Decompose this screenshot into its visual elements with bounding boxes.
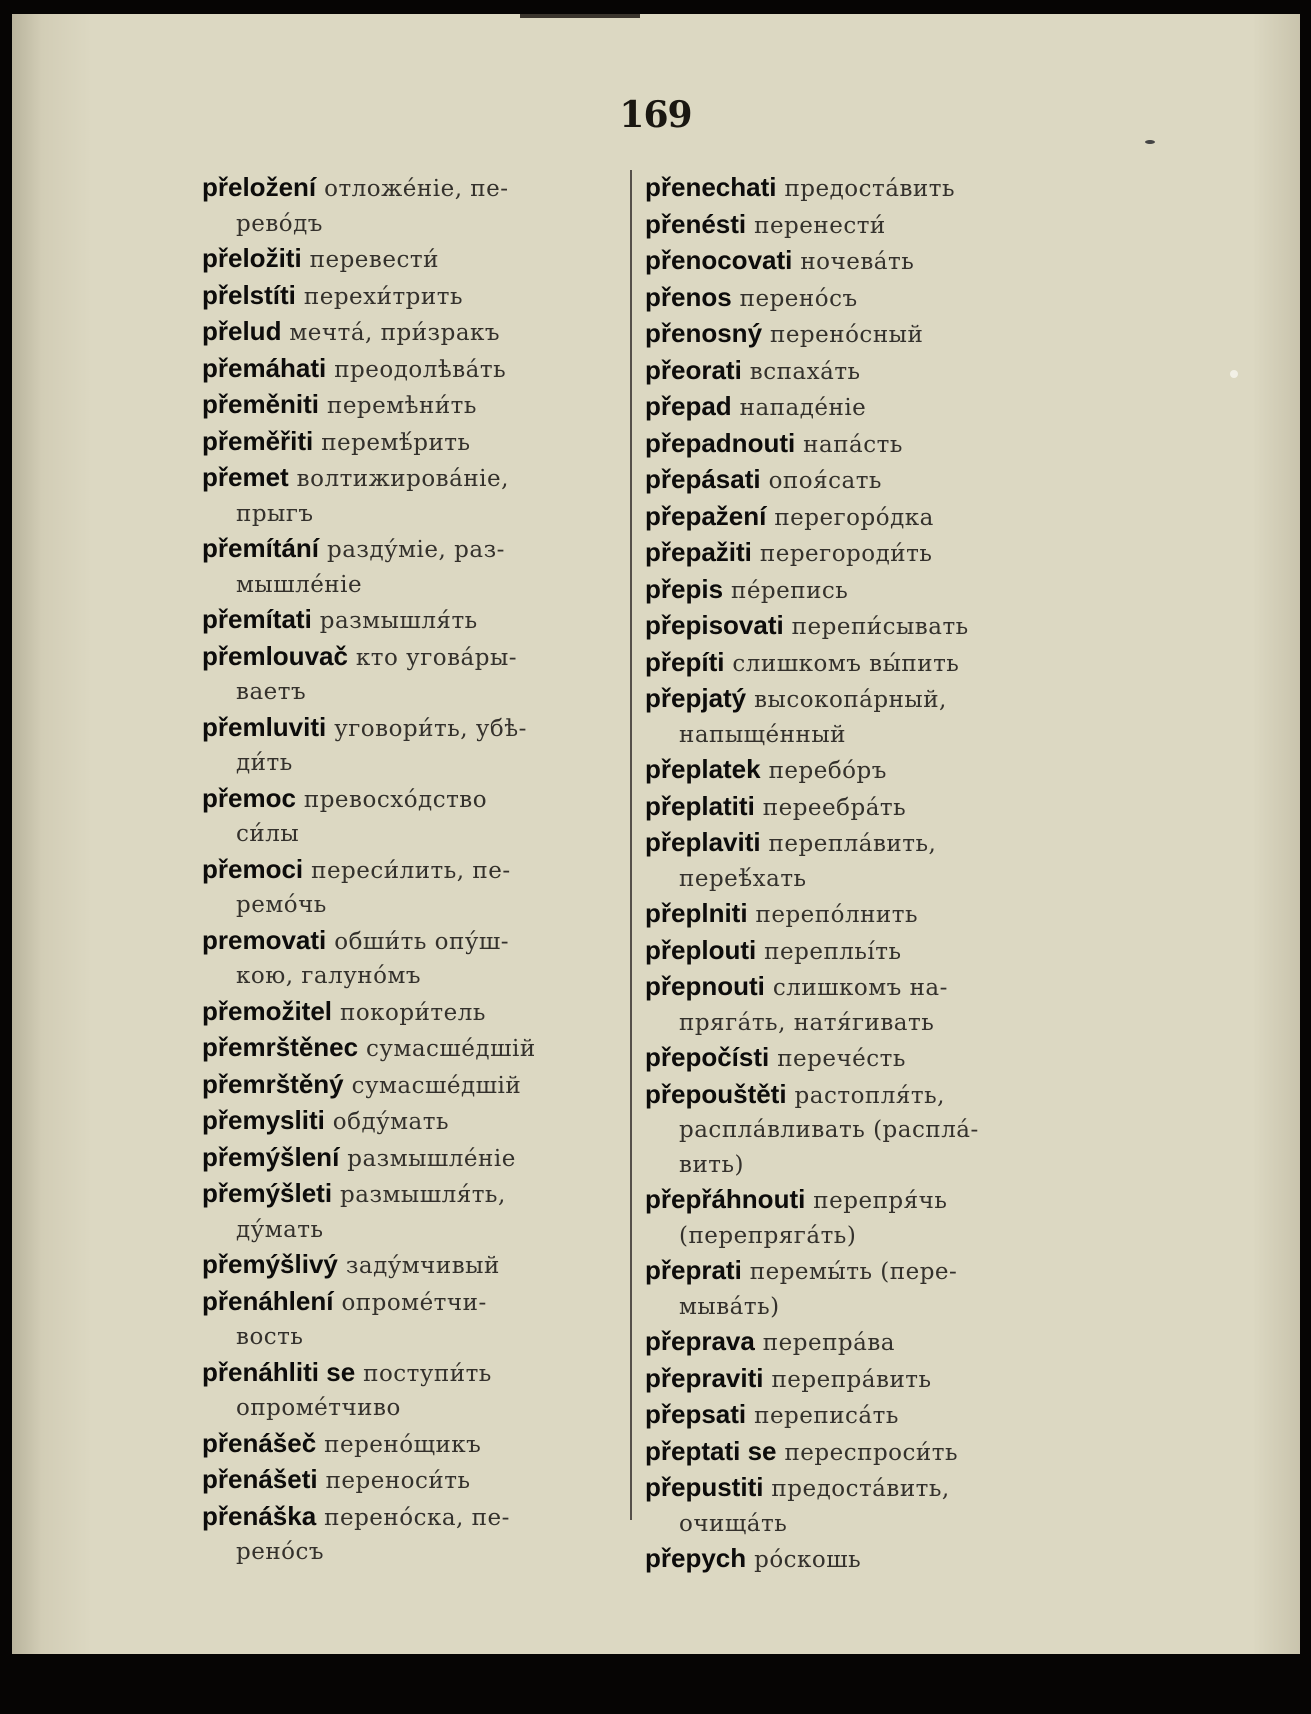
dictionary-entry — [202, 852, 620, 923]
entry-headword: přepažení — [645, 500, 767, 531]
entry-headword: přepustiti — [645, 1472, 764, 1502]
dictionary-entry — [645, 572, 1065, 609]
speck — [1230, 370, 1238, 378]
dictionary-entry — [645, 933, 1065, 970]
entry-translation: перепо́лнить — [755, 902, 918, 928]
entry-translation: перепи́сывать — [791, 614, 969, 640]
entry-translation: предоста́вить, — [771, 1476, 950, 1502]
dictionary-entry — [202, 351, 620, 388]
dictionary-entry — [645, 499, 1065, 536]
dictionary-entry — [202, 994, 620, 1031]
dictionary-entry — [645, 789, 1065, 826]
entry-translation: волтижирова́ніе, — [296, 466, 509, 492]
dictionary-entry — [202, 1140, 620, 1177]
entry-headword: přeplatiti — [645, 790, 755, 821]
entry-translation: перепльі́ть — [764, 938, 902, 965]
dictionary-entry — [202, 710, 620, 781]
entry-translation: перехи́трить — [303, 283, 463, 310]
entry-headword: přeměřiti — [202, 425, 314, 456]
entry-translation: перече́сть — [777, 1046, 906, 1072]
entry-translation: перено́ска, пе- — [324, 1504, 510, 1531]
entry-translation-continued: вость — [236, 1324, 304, 1350]
entry-translation: перенести́ — [754, 212, 886, 239]
entry-translation-continued: ду́мать — [236, 1216, 324, 1243]
entry-headword: přelud — [202, 316, 282, 346]
entry-headword: přepažiti — [645, 537, 752, 567]
entry-translation: перепра́ва — [762, 1330, 895, 1356]
entry-translation: уговори́ть, убѣ- — [334, 715, 527, 742]
entry-headword: přepis — [645, 573, 724, 604]
entry-translation: переси́лить, пе- — [311, 857, 511, 884]
dictionary-entry — [645, 645, 1065, 682]
dictionary-entry — [645, 1182, 1065, 1253]
entry-headword: přemrštěnec — [202, 1032, 359, 1062]
entry-translation: размышля́ть — [319, 608, 478, 634]
entry-headword: přepych — [645, 1543, 747, 1573]
entry-translation: разду́міе, раз- — [326, 537, 505, 563]
entry-headword: přemoc — [202, 782, 296, 813]
entry-headword: přenáška — [202, 1500, 317, 1531]
entry-translation: слишкомъ вы́пить — [732, 650, 960, 677]
entry-translation-continued: рево́дъ — [236, 210, 323, 237]
entry-headword: přenášeti — [202, 1464, 318, 1494]
entry-translation-continued: вить) — [679, 1151, 744, 1178]
entry-headword: přelstíti — [202, 279, 296, 310]
entry-headword: přepsati — [645, 1399, 747, 1429]
dictionary-entry — [645, 1148, 1065, 1183]
dictionary-entry — [202, 1284, 620, 1355]
dictionary-entry — [645, 1361, 1065, 1398]
entry-headword: přemožitel — [202, 995, 333, 1026]
entry-headword: přeplaviti — [645, 827, 761, 857]
entry-translation: мечта́, при́зракъ — [289, 320, 501, 346]
entry-headword: přepočísti — [645, 1042, 770, 1072]
dictionary-entry — [645, 316, 1065, 353]
right-column — [645, 170, 1065, 1578]
entry-translation: переписа́ть — [754, 1403, 899, 1429]
entry-headword: přeprati — [645, 1255, 742, 1285]
dictionary-entry — [645, 243, 1065, 280]
entry-translation: опоя́сать — [768, 468, 882, 494]
entry-headword: přemítání — [202, 533, 320, 563]
entry-headword: přemlouvač — [202, 640, 348, 671]
dictionary-entry — [202, 781, 620, 852]
speck — [1145, 140, 1155, 144]
entry-translation: перено́сный — [769, 322, 924, 348]
entry-headword: přepraviti — [645, 1362, 764, 1393]
entry-headword: přemáhati — [202, 352, 327, 383]
entry-translation: перепра́вить — [771, 1366, 932, 1393]
dictionary-entry — [202, 314, 620, 351]
dictionary-entry — [202, 1103, 620, 1140]
dictionary-entry — [645, 1040, 1065, 1077]
entry-translation-continued: си́лы — [236, 821, 300, 847]
entry-translation: переебра́ть — [762, 794, 907, 821]
entry-translation: отложе́ніе, пе- — [324, 176, 509, 202]
entry-translation: превосхо́дство — [303, 786, 488, 813]
column-divider — [630, 170, 632, 1520]
entry-translation: перемы́ть (пере- — [749, 1259, 958, 1285]
dictionary-entry — [645, 1397, 1065, 1434]
entry-headword: přeměniti — [202, 389, 320, 419]
entry-translation: напа́сть — [803, 431, 903, 458]
entry-headword: přemluviti — [202, 711, 327, 742]
entry-headword: přepouštěti — [645, 1078, 787, 1109]
entry-translation: перемѣ́рить — [321, 429, 471, 456]
entry-headword: přepnouti — [645, 971, 765, 1001]
entry-headword: přeložiti — [202, 243, 302, 273]
entry-translation-continued: ремо́чь — [236, 892, 327, 918]
entry-headword: přeplouti — [645, 934, 757, 965]
dictionary-entry — [202, 1247, 620, 1284]
entry-translation-continued: переѣ́хать — [679, 865, 807, 892]
entry-translation: пе́репись — [730, 577, 849, 604]
entry-translation: переноси́ть — [325, 1468, 471, 1494]
entry-translation: перено́съ — [739, 285, 858, 312]
page-edge-mark — [520, 14, 640, 18]
entry-translation: опроме́тчи- — [341, 1289, 487, 1316]
entry-headword: přeplniti — [645, 898, 748, 928]
entry-translation: перевести́ — [309, 247, 439, 273]
dictionary-entry — [645, 681, 1065, 752]
entry-headword: přenechati — [645, 172, 777, 202]
dictionary-entry — [202, 602, 620, 639]
entry-translation: перено́щикъ — [324, 1431, 482, 1458]
entry-headword: přeplatek — [645, 754, 761, 784]
entry-translation: перебо́ръ — [768, 758, 887, 784]
entry-translation: вспаха́ть — [749, 358, 861, 385]
entry-headword: přemoci — [202, 853, 304, 884]
entry-headword: přemysliti — [202, 1105, 325, 1135]
entry-translation-continued: мышле́ніе — [236, 571, 363, 598]
dictionary-entry — [645, 426, 1065, 463]
entry-headword: přemýšlivý — [202, 1249, 338, 1279]
dictionary-entry — [202, 387, 620, 424]
page-number: 169 — [619, 94, 692, 136]
entry-headword: přepjatý — [645, 683, 747, 713]
dictionary-entry — [645, 1470, 1065, 1541]
entry-translation: перегоро́дка — [774, 504, 934, 531]
entry-headword: přepíti — [645, 646, 725, 677]
entry-translation: перемѣни́ть — [326, 393, 477, 419]
dictionary-entry — [202, 278, 620, 315]
dictionary-entry — [202, 1426, 620, 1463]
entry-headword: přeprava — [645, 1326, 755, 1356]
dictionary-entry — [202, 531, 620, 602]
entry-translation-continued: (перепряга́ть) — [679, 1222, 857, 1249]
dictionary-entry — [645, 353, 1065, 390]
dictionary-entry — [202, 424, 620, 461]
dictionary-entry — [202, 241, 620, 278]
entry-translation-continued: распла́вливать (распла́- — [679, 1117, 979, 1143]
entry-translation: переспроси́ть — [784, 1439, 958, 1466]
dictionary-entry — [202, 1355, 620, 1426]
entry-headword: přepisovati — [645, 610, 784, 640]
dictionary-entry — [645, 389, 1065, 426]
entry-translation: преодолѣва́ть — [334, 356, 507, 383]
entry-translation-continued: рено́съ — [236, 1539, 325, 1565]
entry-headword: premovati — [202, 924, 327, 955]
entry-translation-continued: опроме́тчиво — [236, 1395, 401, 1421]
entry-translation: сумасше́дшій — [351, 1072, 522, 1099]
entry-translation: размышля́ть, — [340, 1182, 506, 1208]
entry-headword: přepásati — [645, 464, 761, 494]
dictionary-entry — [645, 1324, 1065, 1361]
entry-headword: přenáhlení — [202, 1285, 334, 1316]
entry-translation: перепла́вить, — [768, 831, 937, 857]
entry-headword: přeptati se — [645, 1435, 777, 1466]
dictionary-entry — [202, 1067, 620, 1104]
entry-headword: přemrštěný — [202, 1068, 344, 1099]
dictionary-entry — [202, 1462, 620, 1499]
dictionary-entry — [645, 1541, 1065, 1578]
entry-translation-continued: мыва́ть) — [679, 1293, 780, 1320]
dictionary-entry — [202, 170, 620, 241]
entry-translation: слишкомъ на- — [772, 975, 948, 1001]
entry-translation: покори́тель — [339, 999, 486, 1026]
entry-headword: přepřáhnouti — [645, 1184, 806, 1214]
entry-translation: высокопа́рный, — [754, 687, 947, 713]
dictionary-entry — [645, 1077, 1065, 1148]
entry-translation-continued: ваетъ — [236, 679, 307, 705]
entry-translation: растопля́ть, — [794, 1082, 945, 1109]
entry-headword: přemítati — [202, 604, 312, 634]
dictionary-entry — [645, 462, 1065, 499]
entry-translation: перегороди́ть — [759, 541, 933, 567]
dictionary-entry — [645, 207, 1065, 244]
entry-headword: přenáhliti se — [202, 1356, 356, 1387]
entry-translation-continued: очища́ть — [679, 1510, 788, 1537]
dictionary-entry — [202, 923, 620, 994]
entry-translation: размышле́ніе — [347, 1145, 516, 1172]
entry-translation-continued: напыще́нный — [679, 721, 846, 748]
dictionary-entry — [202, 460, 620, 531]
dictionary-entry — [645, 969, 1065, 1040]
entry-translation-continued: ди́ть — [236, 750, 293, 776]
entry-headword: přemýšlení — [202, 1141, 340, 1172]
entry-translation: нападе́ніе — [739, 395, 867, 421]
entry-translation: ро́скошь — [754, 1547, 862, 1573]
dictionary-entry — [645, 1253, 1065, 1324]
dictionary-entry — [645, 752, 1065, 789]
entry-translation: поступи́ть — [363, 1360, 492, 1387]
entry-translation: сумасше́дшій — [366, 1036, 536, 1062]
entry-translation: предоста́вить — [784, 176, 955, 202]
dictionary-entry — [645, 535, 1065, 572]
entry-translation: заду́мчивый — [345, 1253, 500, 1279]
entry-translation-continued: прыгъ — [236, 500, 314, 527]
dictionary-entry — [202, 1030, 620, 1067]
entry-headword: přeložení — [202, 172, 317, 202]
entry-headword: přeorati — [645, 354, 742, 385]
entry-headword: přemýšleti — [202, 1178, 333, 1208]
entry-headword: přenocovati — [645, 245, 793, 275]
entry-translation: перепря́чь — [813, 1188, 948, 1214]
entry-headword: přenos — [645, 281, 732, 312]
dictionary-entry — [202, 1176, 620, 1247]
dictionary-entry — [645, 1434, 1065, 1471]
entry-translation: ночева́ть — [800, 249, 915, 275]
left-column — [202, 170, 620, 1570]
dictionary-entry — [202, 1499, 620, 1570]
dictionary-entry — [645, 170, 1065, 207]
entry-headword: přepadnouti — [645, 427, 796, 458]
dictionary-entry — [645, 608, 1065, 645]
entry-translation-continued: пряга́ть, натя́гивать — [679, 1009, 935, 1036]
entry-translation: кто угова́ры- — [355, 644, 518, 671]
dictionary-entry — [645, 280, 1065, 317]
dictionary-entry — [202, 639, 620, 710]
dictionary-entry — [645, 896, 1065, 933]
entry-translation-continued: кою, галуно́мъ — [236, 963, 421, 989]
entry-headword: přenášeč — [202, 1427, 317, 1458]
entry-translation: обши́ть опу́ш- — [334, 928, 510, 955]
entry-headword: přenésti — [645, 208, 747, 239]
dictionary-entry — [645, 825, 1065, 896]
entry-headword: přepad — [645, 391, 732, 421]
entry-headword: přemet — [202, 462, 289, 492]
entry-translation: обду́мать — [332, 1109, 450, 1135]
entry-headword: přenosný — [645, 318, 763, 348]
